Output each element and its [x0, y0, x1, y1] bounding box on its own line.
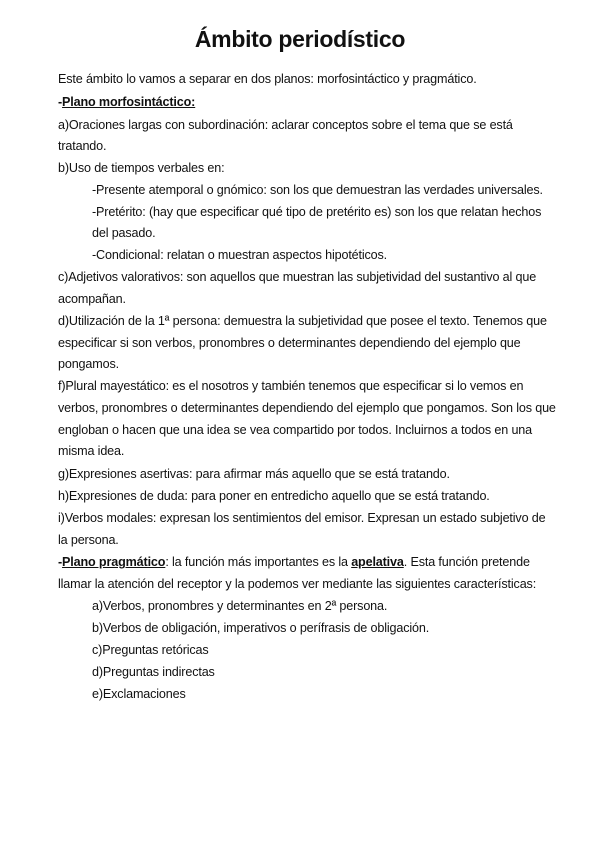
- item-c-line2: acompañan.: [58, 292, 126, 306]
- prag-prefix: -: [58, 555, 63, 569]
- item-d-line3: pongamos.: [58, 357, 119, 371]
- item-b-preterito-line2: del pasado.: [92, 226, 156, 240]
- item-f-line3: engloban o hacen que una idea se vea compartido por todos. Incluirnos a todos en una: [58, 423, 533, 437]
- item-b-condicional: -Condicional: relatan o muestran aspectos hipotéticos.: [92, 248, 388, 262]
- morfo-heading: Plano morfosintáctico:: [62, 95, 196, 109]
- prag-heading: Plano pragmático: [62, 555, 166, 569]
- prag-item-b: b)Verbos de obligación, imperativos o perífrasis de obligación.: [92, 621, 430, 635]
- item-f-line2: verbos, pronombres o determinantes dependiendo del ejemplo que pongamos. Son los que: [58, 401, 556, 415]
- prag-keyword: apelativa: [351, 555, 404, 569]
- prag-heading-line: [58, 554, 530, 570]
- prag-item-a: a)Verbos, pronombres y determinantes en 2ª persona.: [92, 599, 388, 613]
- prag-item-d: d)Preguntas indirectas: [92, 665, 215, 679]
- page-title: Ámbito periodístico: [194, 26, 406, 52]
- item-i-line1: i)Verbos modales: expresan los sentimientos del emisor. Expresan un estado subjetivo de: [58, 511, 546, 525]
- prag-item-e: e)Exclamaciones: [92, 687, 186, 701]
- prag-line2: llamar la atención del receptor y la podemos ver mediante las siguientes características:: [58, 577, 537, 591]
- item-b-presente: -Presente atemporal o gnómico: son los que demuestran las verdades universales.: [92, 183, 543, 197]
- item-b-preterito-line1: -Pretérito: (hay que especificar qué tipo de pretérito es) son los que relatan hechos: [92, 205, 542, 219]
- item-a-line1: a)Oraciones largas con subordinación: aclarar conceptos sobre el tema que se está: [58, 118, 513, 132]
- item-g: g)Expresiones asertivas: para afirmar más aquello que se está tratando.: [58, 467, 450, 481]
- prag-text-before: : la función más importantes es la: [165, 555, 352, 569]
- prag-text-after: . Esta función pretende: [403, 555, 530, 569]
- item-f-line1: f)Plural mayestático: es el nosotros y también tenemos que especificar si lo vemos en: [58, 379, 524, 393]
- item-a-line2: tratando.: [58, 139, 107, 153]
- item-d-line1: d)Utilización de la 1ª persona: demuestra la subjetividad que posee el texto. Tenemos que: [58, 314, 547, 328]
- item-f-line4: misma idea.: [58, 444, 125, 458]
- intro-text: Este ámbito lo vamos a separar en dos planos: morfosintáctico y pragmático.: [58, 72, 477, 86]
- morfo-heading-line: [58, 94, 195, 110]
- morfo-prefix: -: [58, 95, 63, 109]
- item-b: b)Uso de tiempos verbales en:: [58, 161, 225, 175]
- item-h: h)Expresiones de duda: para poner en entredicho aquello que se está tratando.: [58, 489, 490, 503]
- prag-item-c: c)Preguntas retóricas: [92, 643, 209, 657]
- item-d-line2: especificar si son verbos, pronombres o determinantes dependiendo del ejemplo que: [58, 336, 521, 350]
- item-i-line2: la persona.: [58, 533, 119, 547]
- item-c-line1: c)Adjetivos valorativos: son aquellos que muestran las subjetividad del sustantivo al que: [58, 270, 537, 284]
